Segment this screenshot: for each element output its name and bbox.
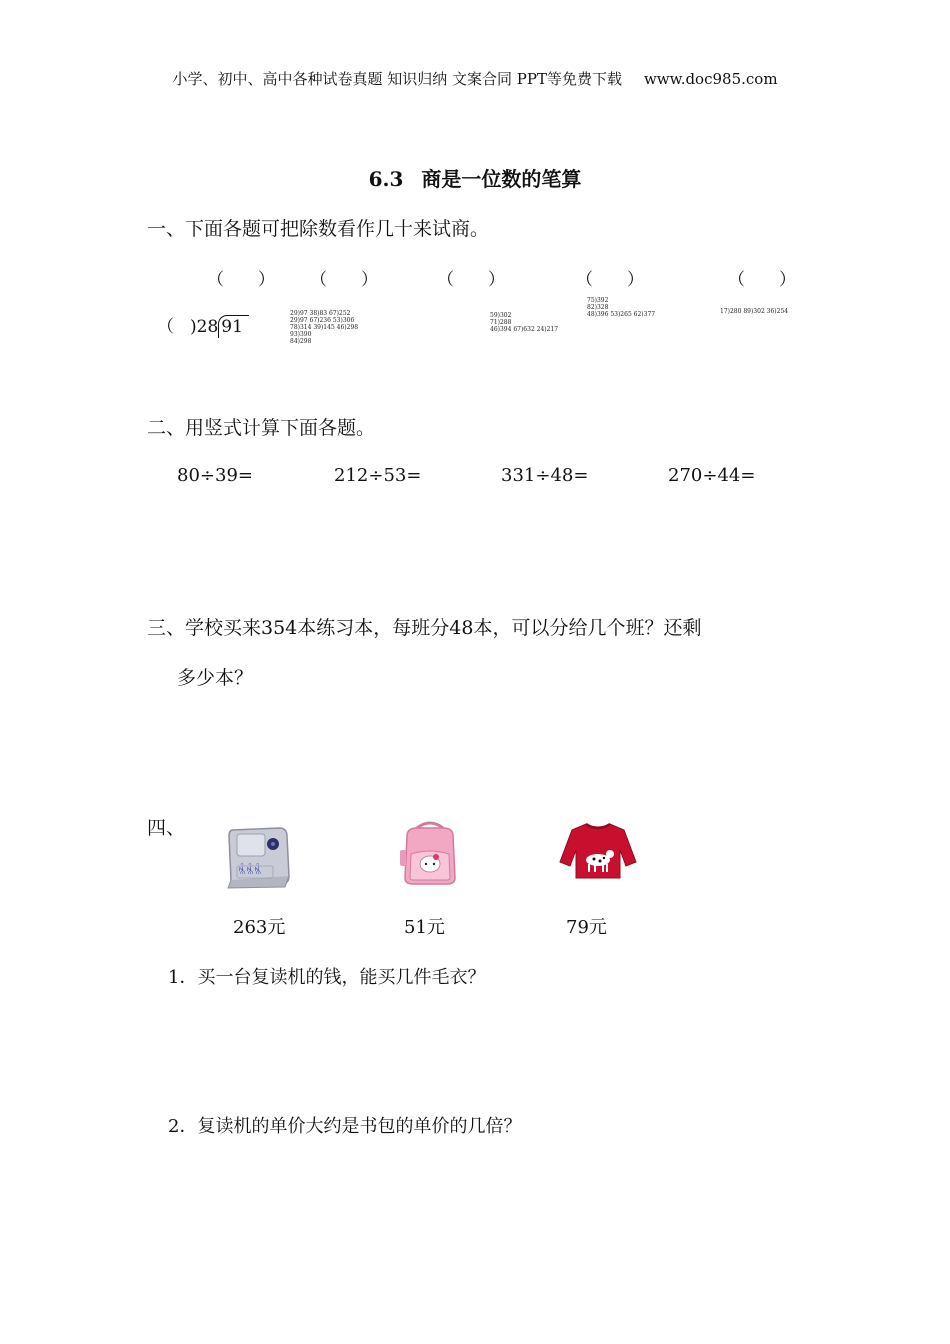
dividend: 91 bbox=[218, 315, 249, 338]
answer-blank-0[interactable]: （ bbox=[157, 317, 174, 337]
divisor: 28 bbox=[196, 317, 219, 337]
tiny-problems-group-3 bbox=[587, 297, 667, 318]
price-tape-recorder: 263元 bbox=[233, 917, 286, 938]
answer-blank-2[interactable]: （ ） bbox=[310, 270, 378, 290]
price-backpack: 51元 bbox=[404, 917, 445, 938]
answer-blank-4[interactable]: （ ） bbox=[576, 270, 644, 290]
sweater-icon bbox=[558, 818, 638, 884]
backpack-icon bbox=[395, 820, 465, 888]
tape-recorder-icon bbox=[225, 822, 295, 892]
tiny-problems-group-2 bbox=[490, 312, 570, 333]
tiny-problem-line: 29)97 67)236 53)306 bbox=[290, 317, 355, 324]
tiny-problem-line: 84)298 bbox=[290, 338, 312, 345]
price-sweater: 79元 bbox=[566, 917, 607, 938]
section4-heading: 四、 bbox=[147, 817, 186, 839]
answer-blank-1[interactable]: （ ） bbox=[207, 270, 275, 290]
division-problem-4: 270÷44= bbox=[668, 465, 756, 486]
answer-blank-3[interactable]: （ ） bbox=[437, 270, 505, 290]
tiny-problem-line: 48)396 53)265 62)377 bbox=[587, 311, 656, 318]
question-1: 1．买一台复读机的钱，能买几件毛衣？ bbox=[168, 967, 486, 988]
header-text: 小学、初中、高中各种试卷真题 知识归纳 文案合同 PPT等免费下载 bbox=[172, 70, 622, 88]
tiny-problem-line: 82)328 bbox=[587, 304, 609, 311]
division-problem-3: 331÷48= bbox=[501, 465, 589, 486]
header-site[interactable]: www.doc985.com bbox=[643, 70, 778, 88]
tiny-problems-group-4 bbox=[720, 308, 790, 315]
tiny-problem-line: 59)302 bbox=[490, 312, 512, 319]
tiny-problems-group-1 bbox=[290, 310, 460, 345]
page-title bbox=[0, 163, 950, 192]
tiny-problem-line: 75)392 bbox=[587, 297, 609, 304]
closing-paren: ) bbox=[190, 317, 197, 337]
section1-heading: 一、下面各题可把除数看作几十来试商。 bbox=[147, 218, 490, 240]
question-2: 2．复读机的单价大约是书包的单价的几倍？ bbox=[168, 1116, 522, 1137]
title-number: 6.3 bbox=[368, 167, 404, 191]
division-problem-2: 212÷53= bbox=[334, 465, 422, 486]
tiny-problem-line: 17)280 89)302 36)254 bbox=[720, 308, 789, 315]
tiny-problem-line: 29)97 38)83 67)252 bbox=[290, 310, 351, 317]
page-header bbox=[0, 68, 950, 89]
section3-question-line1: 三、学校买来354本练习本，每班分48本，可以分给几个班？还剩 bbox=[147, 617, 702, 639]
tiny-problem-line: 93)390 bbox=[290, 331, 312, 338]
tiny-problem-line: 78)314 39)145 46)298 bbox=[290, 324, 359, 331]
division-problem-1: 80÷39= bbox=[177, 465, 253, 486]
section2-heading: 二、用竖式计算下面各题。 bbox=[147, 417, 376, 439]
section3-question-line2: 多少本？ bbox=[177, 667, 254, 689]
tiny-problem-line: 46)394 67)632 24)217 bbox=[490, 326, 559, 333]
title-text: 商是一位数的笔算 bbox=[421, 167, 582, 191]
long-division-problem bbox=[157, 312, 249, 338]
tiny-problem-line: 71)288 bbox=[490, 319, 512, 326]
answer-blank-5[interactable]: （ ） bbox=[728, 270, 796, 290]
svg-text:ꁰꁰꁰ: ꁰꁰꁰ bbox=[238, 866, 262, 877]
